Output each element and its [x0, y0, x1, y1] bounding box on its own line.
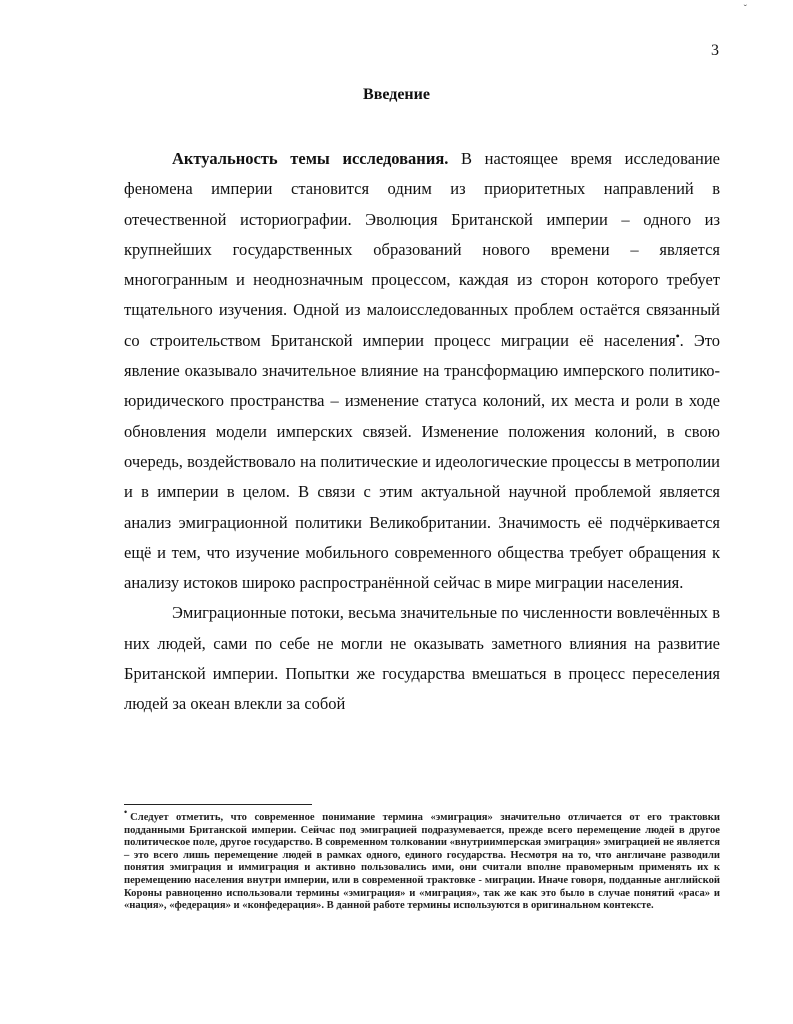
main-text — [124, 144, 720, 720]
paragraph-lead: Актуальность темы исследования. — [172, 149, 449, 168]
footnote — [124, 807, 720, 913]
scan-mark: ˇ — [743, 4, 747, 15]
footnote-marker: • — [124, 807, 128, 818]
paragraph-text: . Это явление оказывало значительное влияние на трансформацию имперского политико-юридического пространства – изменение статуса колоний, их места и роли в ходе обновления модели имперских связей. Изменение положения колоний, в свою очередь, воздействовало на политические и идеологические процессы в метрополии и в империи в целом. В связи с этим актуальной научной проблемой является анализ эмиграционной политики Великобритании. Значимость её подчёркивается ещё и тем, что изучение мобильного современного общества требует обращения к анализу истоков широко распространённой сейчас в мире миграции населения. — [124, 330, 720, 593]
paragraph-relevance — [124, 144, 720, 598]
footnote-divider — [124, 804, 312, 805]
footnote-reference: • — [675, 330, 680, 343]
section-heading: Введение — [363, 86, 430, 103]
footnote-text: Следует отметить, что современное понимание термина «эмиграция» значительно отличается от его трактовки подданными Британской империи. Сейчас под эмиграцией подразумевается, прежде всего перемещение людей в другое политическое поле, другое государство. В современном толковании «внутриимперская эмиграция» эмиграцией не является – это всего лишь перемещение людей в рамках одного, единого государства. Несмотря на то, что англичане разводили понятия эмиграция и иммиграция и активно пользовались ими, они считали вполне правомерным применять их к перемещению населения внутри империи, или в современной трактовке - миграции. Иначе говоря, подданные английской Короны равноценно использовали термины «эмиграция» и «миграция», так же как это было в случае понятий «раса» и «нация», «федерация» и «конфедерация». В данной работе термины используются в оригинальном контексте. — [124, 812, 720, 912]
page-number: 3 — [711, 42, 719, 59]
paragraph-text: В настоящее время исследование феномена империи становится одним из приоритетных направлений в отечественной историографии. Эволюция Британской империи – одного из крупнейших государственных образований нового времени – является многогранным и неоднозначным процессом, каждая из сторон которого требует тщательного изучения. Одной из малоисследованных проблем остаётся связанный со строительством Британской империи процесс миграции её населения — [124, 149, 720, 350]
paragraph-emigration: Эмиграционные потоки, весьма значительные по численности вовлечённых в них людей, сами по себе не могли не оказывать заметного влияния на развитие Британской империи. Попытки же государства вмешаться в процесс переселения людей за океан влекли за собой — [124, 603, 720, 714]
